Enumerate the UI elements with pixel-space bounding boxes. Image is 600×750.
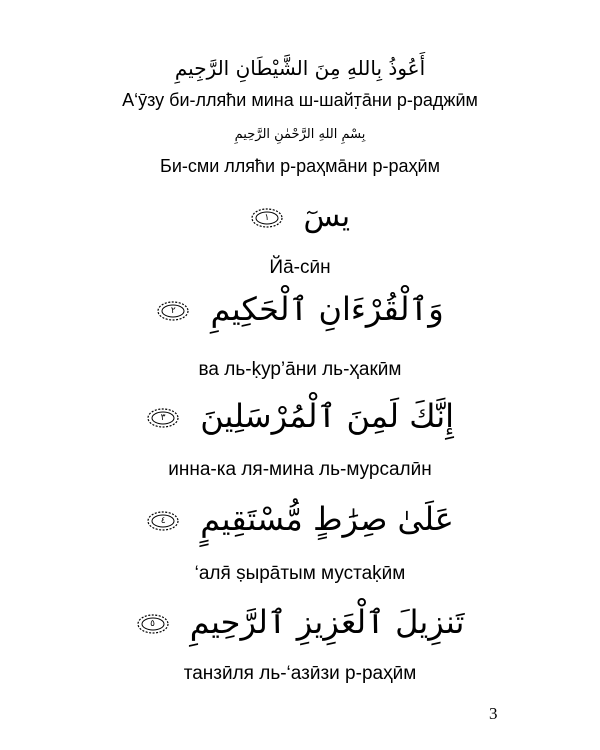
verse-5-transliteration: танзӣля ль-‘азӣзи р-раҳӣм <box>183 663 417 684</box>
taawwudh-transliteration: А‘ӯзу би-лляћи мина ш-шайт̣āни р-раджӣм <box>122 90 478 110</box>
ayah-end-marker-icon <box>250 207 284 229</box>
ayah-end-marker-icon <box>156 300 190 322</box>
verse-5-arabic <box>0 603 600 641</box>
verse-4-text: عَلَىٰ صِرَٰطٍ مُّسْتَقِيمٍ <box>200 500 454 538</box>
basmala-transliteration: Би-сми лляћи р-раҳмāни р-раҳӣм <box>160 156 440 176</box>
ayah-end-marker-icon <box>146 510 180 532</box>
verse-4-transliteration: ‘аля̄ ṣыра̄тым мустаḳӣм <box>194 563 406 584</box>
verse-1-transliteration: Йā-сӣн <box>269 257 331 278</box>
verse-5-text: تَنزِيلَ ٱلْعَزِيزِ ٱلرَّحِيمِ <box>189 603 465 641</box>
ayah-end-marker-icon <box>136 613 170 635</box>
verse-1-text: يسٓ <box>303 199 351 234</box>
ayah-number: ٥ <box>150 619 155 629</box>
page-number: 3 <box>489 704 498 723</box>
verse-3-transliteration: инна-ка ля-мина ль-мурсалӣн <box>168 459 432 480</box>
verse-4-arabic <box>0 500 600 538</box>
ayah-number: ٣ <box>160 413 166 423</box>
ayah-end-marker-icon <box>146 407 180 429</box>
verse-2-arabic <box>0 290 600 328</box>
verse-1-arabic <box>0 199 600 234</box>
ayah-number: ٤ <box>160 516 166 526</box>
verse-2-transliteration: ва ль-ḳур’āни ль-ҳакӣм <box>198 359 402 380</box>
verse-2-text: وَٱلْقُرْءَانِ ٱلْحَكِيمِ <box>210 290 444 328</box>
verse-3-arabic <box>0 397 600 435</box>
taawwudh-arabic: أَعُوذُ بِاللهِ مِنَ الشَّيْطَانِ الرَّجِيمِ <box>174 56 426 80</box>
basmala-arabic: بِسْمِ اللهِ الرَّحْمٰنِ الرَّحِيمِ <box>234 127 366 142</box>
verse-3-text: إِنَّكَ لَمِنَ ٱلْمُرْسَلِينَ <box>200 397 454 435</box>
ayah-number: ١ <box>264 212 270 223</box>
ayah-number: ٢ <box>170 306 176 316</box>
